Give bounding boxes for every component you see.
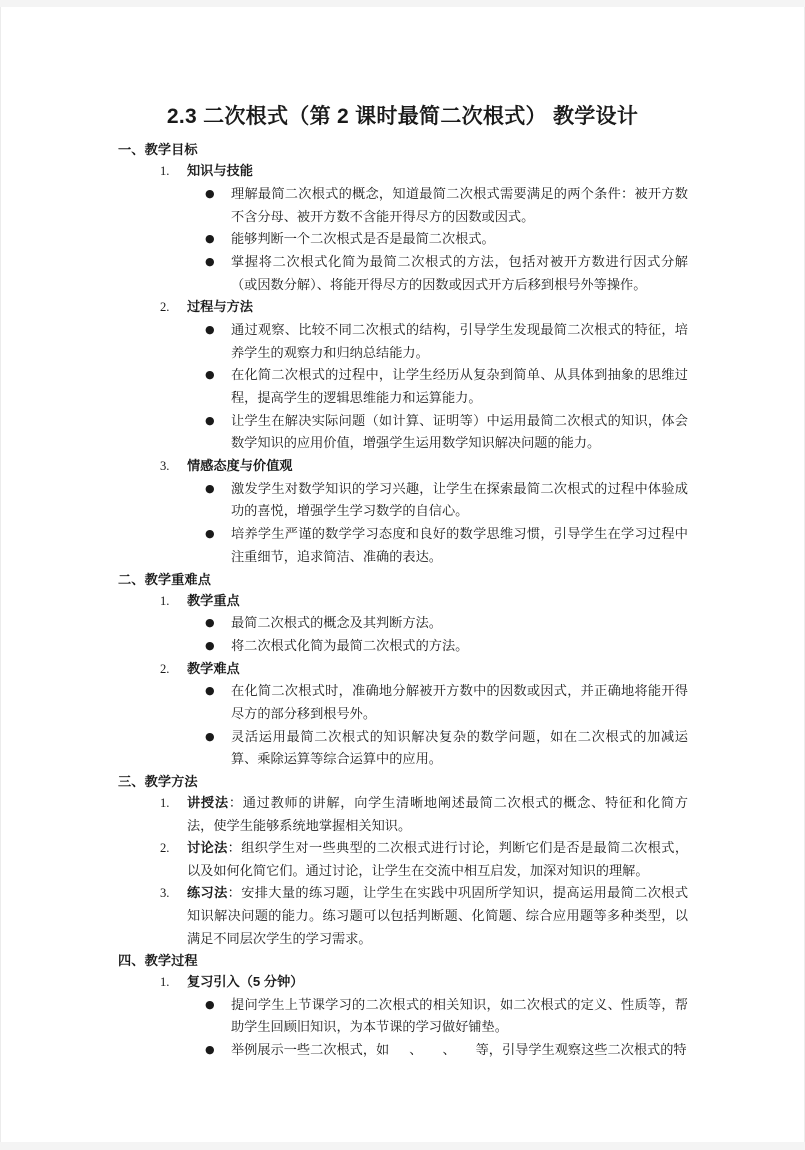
bullet-icon: ● (205, 413, 215, 427)
page-title: 2.3 二次根式（第 2 课时最简二次根式） 教学设计 (166, 105, 639, 128)
bullet-text: 最简二次根式的概念及其判断方法。 (231, 615, 442, 631)
bullet-item (205, 319, 688, 364)
method-name: 练习法 (187, 885, 228, 901)
section-heading: 一、教学目标 (118, 142, 198, 158)
outline-item-text (187, 837, 688, 882)
outline-item (160, 160, 688, 183)
bullet-item (205, 1039, 688, 1062)
bullet-item (205, 183, 688, 228)
section-heading: 四、教学过程 (118, 953, 198, 969)
list-number: 2. (160, 300, 170, 315)
section-heading: 三、教学方法 (118, 773, 198, 789)
bullet-icon: ● (205, 684, 215, 698)
bullet-icon: ● (205, 254, 215, 268)
bullet-item (205, 228, 688, 251)
bullet-text: 掌握将二次根式化简为最简二次根式的方法，包括对被开方数进行因式分解（或因数分解）、将能开得尽方的因数或因式开方后移到根号外等操作。 (231, 253, 688, 292)
bullet-text-after: 等，引导学生观察这些二次根式的特 (475, 1042, 687, 1058)
bullet-item (205, 726, 688, 771)
list-number: 2. (160, 661, 170, 676)
bullet-item (205, 680, 688, 725)
bullet-text: 灵活运用最简二次根式的知识解决复杂的数学问题，如在二次根式的加减运算、乘除运算等综合运算中的应用。 (231, 728, 688, 767)
bullet-icon: ● (205, 616, 215, 630)
bullet-text (231, 1039, 688, 1062)
bullet-item (205, 994, 688, 1039)
list-number: 3. (160, 886, 170, 901)
page-edge-bottom (0, 1142, 805, 1150)
bullet-text: 能够判断一个二次根式是否是最简二次根式。 (231, 231, 495, 247)
bullet-icon: ● (205, 232, 215, 246)
bullet-text: 在化简二次根式时，准确地分解被开方数中的因数或因式，并正确地将能开得尽方的部分移到根号外。 (231, 683, 688, 721)
bullet-text: 让学生在解决实际问题（如计算、证明等）中运用最简二次根式的知识，体会数学知识的应用价值，增强学生运用数学知识解决问题的能力。 (231, 412, 688, 451)
bullet-icon: ● (205, 1043, 215, 1057)
outline-item-text: 过程与方法 (187, 299, 253, 315)
bullet-icon: ● (205, 527, 215, 541)
outline-item (160, 455, 688, 478)
outline-item-text: 情感态度与价值观 (187, 458, 293, 474)
list-number: 1. (160, 975, 170, 990)
outline-item (160, 590, 688, 613)
bullet-text: 将二次根式化简为最简二次根式的方法。 (231, 637, 469, 653)
bullet-icon: ● (205, 997, 215, 1011)
list-number: 1. (160, 164, 170, 179)
outline-item-text (187, 882, 688, 950)
bullet-item (205, 612, 688, 635)
outline-item-text: 教学难点 (187, 660, 240, 676)
bullet-text: 理解最简二次根式的概念，知道最简二次根式需要满足的两个条件：被开方数不含分母、被开方数不含能开得尽方的因数或因式。 (231, 185, 688, 224)
method-name: 讨论法 (187, 840, 228, 856)
outline-item-text: 教学重点 (187, 592, 240, 608)
bullet-icon: ● (205, 638, 215, 652)
bullet-item (205, 410, 688, 455)
bullet-item (205, 635, 688, 658)
formula-separator: 、 (409, 1042, 423, 1058)
outline-item (160, 296, 688, 319)
section-heading: 二、教学重难点 (118, 571, 212, 587)
outline-item (160, 792, 688, 837)
method-name: 讲授法 (187, 794, 229, 810)
bullet-text: 在化简二次根式的过程中，让学生经历从复杂到简单、从具体到抽象的思维过程，提高学生的逻辑思维能力和运算能力。 (231, 367, 688, 406)
bullet-icon: ● (205, 186, 215, 200)
outline-item (160, 882, 688, 950)
bullet-icon: ● (205, 368, 215, 382)
method-description: ：通过教师的讲解，向学生清晰地阐述最简二次根式的概念、特征和化简方法，使学生能够系统地掌握相关知识。 (187, 794, 688, 833)
method-description: ：安排大量的练习题，让学生在实践中巩固所学知识，提高运用最简二次根式知识解决问题的能力。练习题可以包括判断题、化简题、综合应用题等多种类型，以满足不同层次学生的学习需求。 (187, 885, 689, 946)
list-number: 2. (160, 841, 170, 856)
bullet-item (205, 478, 688, 523)
outline-item (160, 658, 688, 681)
method-description: ：组织学生对一些典型的二次根式进行讨论，判断它们是否是最简二次根式，以及如何化简它们。通过讨论，让学生在交流中相互启发，加深对知识的理解。 (187, 840, 689, 878)
bullet-item (205, 364, 688, 409)
bullet-text: 培养学生严谨的数学学习态度和良好的数学思维习惯，引导学生在学习过程中注重细节，追求简洁、准确的表达。 (231, 526, 688, 564)
list-number: 3. (160, 459, 170, 474)
bullet-text-before: 举例展示一些二次根式，如 (231, 1042, 390, 1058)
list-number: 1. (160, 593, 170, 608)
document-body (0, 130, 805, 1062)
bullet-text: 提问学生上节课学习的二次根式的相关知识，如二次根式的定义、性质等，帮助学生回顾旧知识，为本节课的学习做好铺垫。 (231, 996, 688, 1035)
formula-separator: 、 (442, 1042, 456, 1058)
bullet-icon: ● (205, 481, 215, 495)
outline-item-text: 复习引入（5 分钟） (187, 974, 304, 990)
outline-item (160, 971, 688, 994)
bullet-icon: ● (205, 729, 215, 743)
outline-item (160, 837, 688, 882)
bullet-text: 激发学生对数学知识的学习兴趣，让学生在探索最简二次根式的过程中体验成功的喜悦，增强学生学习数学的自信心。 (231, 480, 688, 519)
outline-item-text: 知识与技能 (187, 163, 253, 179)
outline-item-text (187, 792, 688, 837)
bullet-text: 通过观察、比较不同二次根式的结构，引导学生发现最简二次根式的特征，培养学生的观察力和归纳总结能力。 (231, 321, 688, 360)
bullet-item (205, 251, 688, 296)
list-number: 1. (160, 795, 170, 810)
bullet-item (205, 523, 688, 568)
bullet-icon: ● (205, 322, 215, 336)
